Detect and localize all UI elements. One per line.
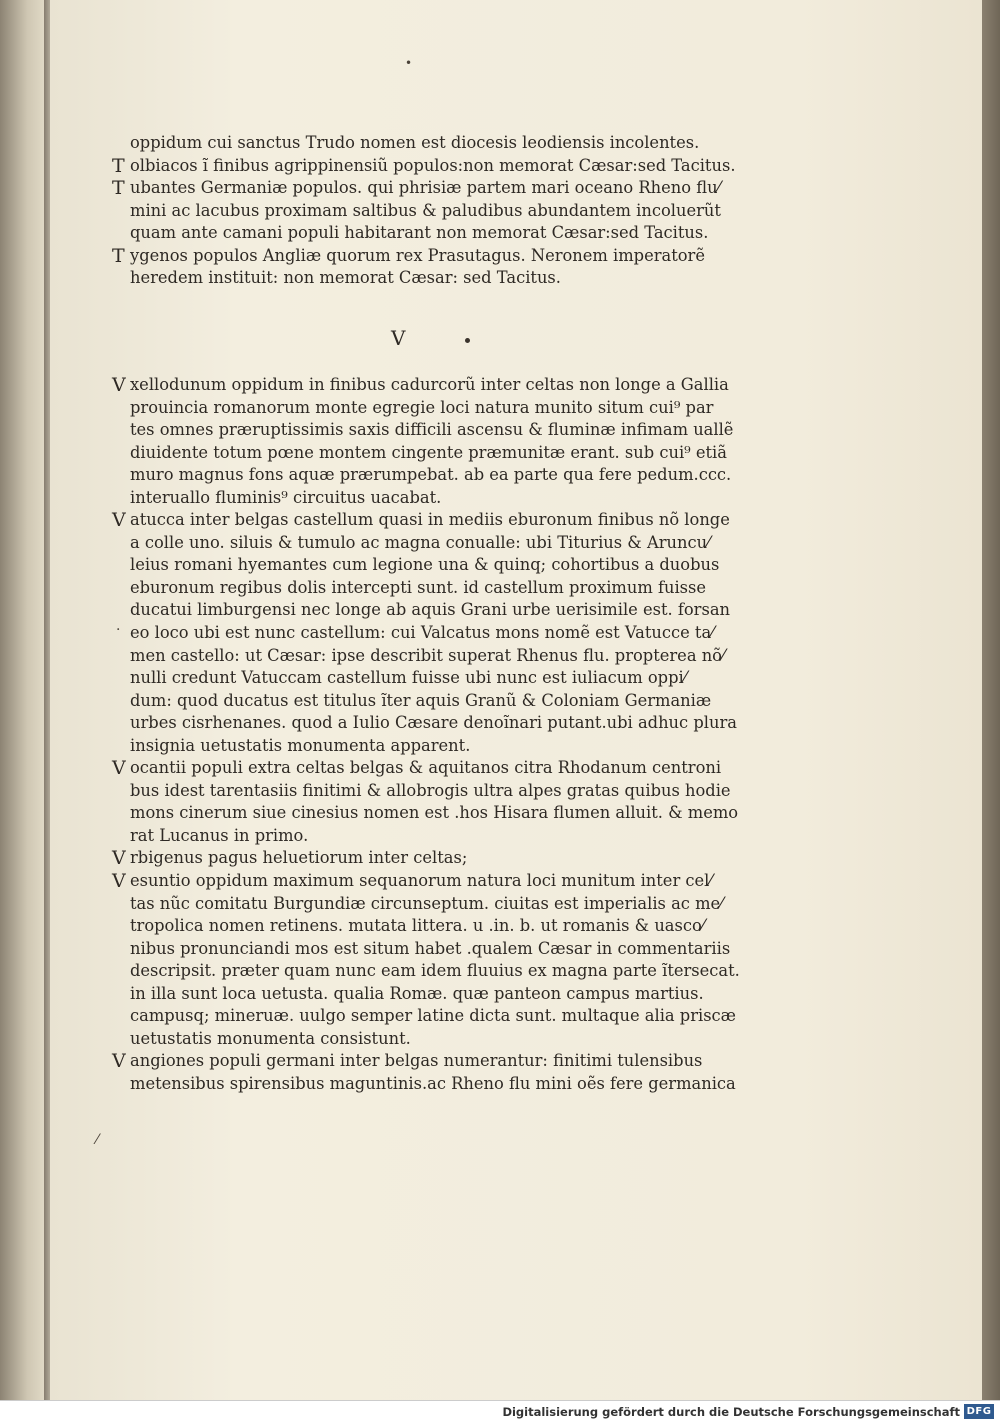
line-text: ocantii populi extra celtas belgas & aquitanos citra Rhodanum centroni bbox=[130, 758, 722, 778]
line-text: tas nũc comitatu Burgundiæ circunseptum. ciuitas est imperialis ac me⁄ bbox=[130, 893, 723, 913]
footer-bar bbox=[0, 1400, 1000, 1423]
line-text: interuallo fluminis⁹ circuitus uacabat. bbox=[130, 487, 442, 507]
entry-initial: V bbox=[112, 757, 126, 780]
margin-mark: · bbox=[116, 622, 121, 638]
text-line bbox=[112, 509, 730, 532]
line-text: rbigenus pagus heluetiorum inter celtas; bbox=[130, 848, 468, 868]
entry-initial: V bbox=[112, 847, 126, 870]
line-text: tes omnes præruptissimis saxis difficili ascensu & fluminæ infimam uallẽ bbox=[130, 420, 734, 440]
text-line bbox=[112, 154, 736, 178]
text-line bbox=[112, 735, 712, 758]
margin-mark: ⁄ bbox=[96, 1132, 99, 1148]
line-text: urbes cisrhenanes. quod a Iulio Cæsare denoĩnari putant.ubi adhuc plura bbox=[130, 713, 737, 733]
line-text: eburonum regibus dolis intercepti sunt. id castellum proximum fuisse bbox=[130, 577, 707, 597]
line-text: ygenos populos Angliæ quorum rex Prasutagus. Neronem imperatorẽ bbox=[130, 245, 705, 265]
line-text: nibus pronunciandi mos est situm habet .qualem Cæsar in commentariis bbox=[130, 938, 731, 958]
text-line bbox=[112, 245, 712, 268]
text-line bbox=[112, 177, 721, 200]
text-line bbox=[112, 132, 712, 155]
line-text: olbiacos ĩ finibus agrippinensiũ populos:non memorat Cæsar:sed Tacitus. bbox=[130, 155, 736, 175]
text-line bbox=[112, 1073, 736, 1096]
text-line bbox=[112, 1005, 736, 1028]
previous-page-edge bbox=[0, 0, 50, 1422]
text-line bbox=[112, 554, 720, 577]
text-line bbox=[112, 222, 712, 245]
text-line bbox=[112, 487, 712, 510]
line-text: men castello: ut Cæsar: ipse describit superat Rhenus flu. propterea nõ⁄ bbox=[130, 645, 725, 665]
line-text: leius romani hyemantes cum legione una & quinq; cohortibus a duobus bbox=[130, 555, 720, 575]
heading-dot bbox=[465, 338, 470, 343]
entry-initial: T bbox=[112, 177, 125, 200]
text-line bbox=[112, 1028, 712, 1051]
line-text: quam ante camani populi habitarant non memorat Cæsar:sed Tacitus. bbox=[130, 223, 709, 243]
text-line bbox=[112, 532, 712, 555]
text-line bbox=[112, 577, 712, 600]
entry-initial: V bbox=[112, 870, 126, 893]
line-text: descripsit. præter quam nunc eam idem fluuius ex magna parte ĩtersecat. bbox=[130, 961, 740, 981]
line-text: insignia uetustatis monumenta apparent. bbox=[130, 735, 471, 755]
line-text: atucca inter belgas castellum quasi in mediis eburonum finibus nõ longe bbox=[130, 510, 730, 530]
line-text: prouincia romanorum monte egregie loci natura munito situm cui⁹ par bbox=[130, 397, 714, 417]
line-text: ducatui limburgensi nec longe ab aquis Grani urbe uerisimile est. forsan bbox=[130, 600, 731, 620]
text-line bbox=[112, 667, 712, 690]
text-line bbox=[112, 645, 725, 668]
entry-initial: T bbox=[112, 154, 125, 177]
text-line bbox=[112, 802, 739, 825]
entry-initial: V bbox=[112, 374, 126, 396]
line-text: tropolica nomen retinens. mutata littera. u .in. b. ut romanis & uasco⁄ bbox=[130, 916, 705, 936]
top-ornament-dot: • bbox=[405, 56, 413, 70]
line-text: angiones populi germani inter belgas numerantur: finitimi tulensibus bbox=[130, 1051, 703, 1071]
line-text: bus idest tarentasiis finitimi & allobrogis ultra alpes gratas quibus hodie bbox=[130, 780, 731, 800]
text-line bbox=[112, 690, 712, 713]
text-line bbox=[112, 960, 740, 983]
line-text: a colle uno. siluis & tumulo ac magna conualle: ubi Titurius & Aruncu⁄ bbox=[130, 532, 710, 552]
text-line bbox=[112, 267, 712, 290]
line-text: xellodunum oppidum in finibus cadurcorũ inter celtas non longe a Gallia bbox=[130, 375, 729, 394]
text-line bbox=[112, 712, 737, 735]
line-text: muro magnus fons aquæ prærumpebat. ab ea parte qua fere pedum.ccc. bbox=[130, 465, 732, 485]
footer-credit: Digitalisierung gefördert durch die Deutsche Forschungsgemeinschaft bbox=[502, 1405, 960, 1419]
line-text: diuidente totum pœne montem cingente præmunitæ erant. sub cui⁹ etiã bbox=[130, 442, 727, 462]
line-text: ubantes Germaniæ populos. qui phrisiæ partem mari oceano Rheno flu⁄ bbox=[130, 178, 721, 198]
line-text: eo loco ubi est nunc castellum: cui Valcatus mons nomẽ est Vatucce ta⁄ bbox=[130, 623, 714, 643]
line-text: oppidum cui sanctus Trudo nomen est diocesis leodiensis incolentes. bbox=[130, 133, 700, 152]
text-line bbox=[112, 938, 731, 961]
text-block-top bbox=[112, 132, 736, 290]
line-text: metensibus spirensibus maguntinis.ac Rheno flu mini oẽs fere germanica bbox=[130, 1073, 736, 1093]
line-text: nulli credunt Vatuccam castellum fuisse ubi nunc est iuliacum oppi⁄ bbox=[130, 668, 687, 688]
text-line bbox=[112, 374, 729, 397]
text-line bbox=[112, 893, 723, 916]
line-text: esuntio oppidum maximum sequanorum natura loci munitum inter cel⁄ bbox=[130, 871, 713, 891]
text-line bbox=[112, 847, 712, 870]
text-line bbox=[112, 757, 722, 780]
entry-initial: T bbox=[112, 244, 125, 267]
text-line bbox=[112, 419, 734, 442]
section-heading: V bbox=[391, 326, 406, 350]
text-line bbox=[112, 464, 732, 487]
text-line bbox=[112, 622, 712, 645]
line-text: in illa sunt loca uetusta. qualia Romæ. quæ panteon campus martius. bbox=[130, 983, 704, 1003]
text-block-v bbox=[112, 374, 740, 1096]
line-text: rat Lucanus in primo. bbox=[130, 825, 309, 845]
text-line bbox=[112, 915, 712, 938]
line-text: heredem instituit: non memorat Cæsar: sed Tacitus. bbox=[130, 268, 561, 288]
text-line bbox=[112, 870, 712, 893]
line-text: uetustatis monumenta consistunt. bbox=[130, 1028, 411, 1048]
entry-initial: V bbox=[112, 1050, 126, 1073]
line-text: mini ac lacubus proximam saltibus & paludibus abundantem incoluerũt bbox=[130, 200, 721, 220]
text-line bbox=[112, 200, 721, 223]
text-line bbox=[112, 397, 712, 420]
text-line bbox=[112, 599, 731, 622]
page-edge bbox=[982, 0, 1000, 1400]
entry-initial: V bbox=[112, 509, 126, 532]
text-line bbox=[112, 825, 712, 848]
text-line bbox=[112, 983, 712, 1006]
dfg-logo-icon: DFG bbox=[964, 1404, 994, 1419]
text-line bbox=[112, 442, 727, 465]
line-text: campusq; mineruæ. uulgo semper latine dicta sunt. multaque alia priscæ bbox=[130, 1006, 736, 1026]
line-text: dum: quod ducatus est titulus ĩter aquis Granũ & Coloniam Germaniæ bbox=[130, 690, 712, 710]
line-text: mons cinerum siue cinesius nomen est .hos Hisara flumen alluit. & memo bbox=[130, 803, 739, 823]
text-line bbox=[112, 1050, 712, 1073]
text-line bbox=[112, 780, 731, 803]
